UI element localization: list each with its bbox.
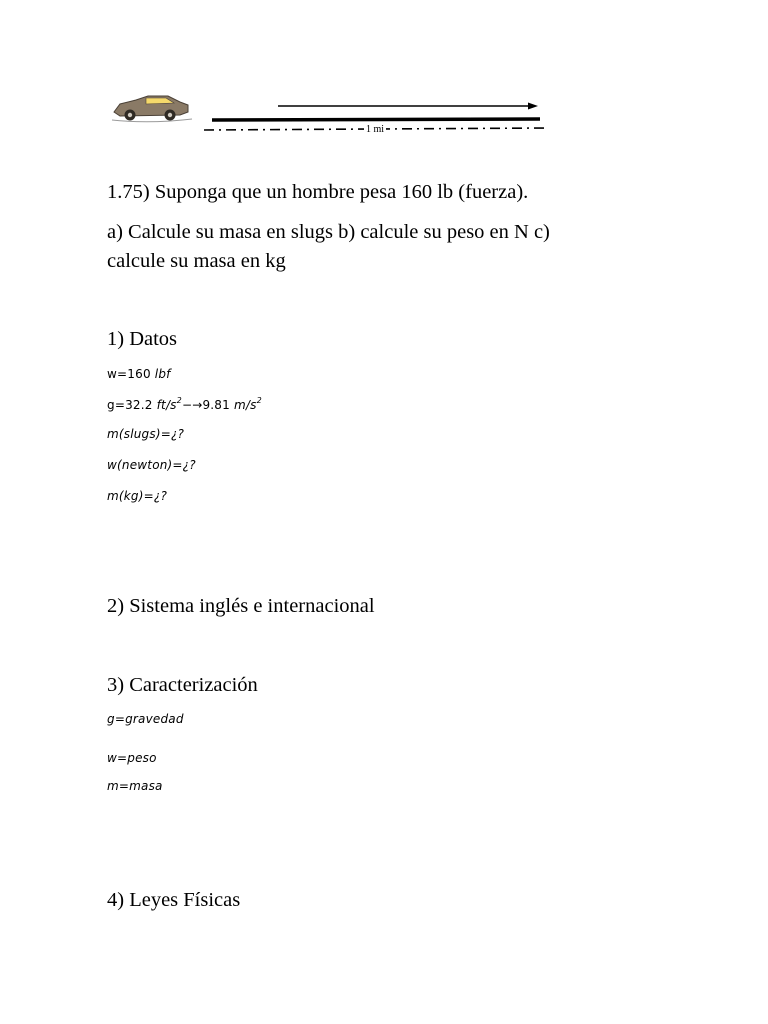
distance-label: 1 mi xyxy=(366,124,385,135)
gravity-arrow: −→9.81 xyxy=(181,398,230,412)
datum-mass-kg: m(kg)=¿? xyxy=(107,489,168,503)
gravity-unit-2: m/s xyxy=(233,398,257,412)
definition-gravity: g=gravedad xyxy=(107,712,184,726)
question-line-1: a) Calcule su masa en slugs b) calcule su peso en N c) xyxy=(107,221,550,243)
car-icon xyxy=(112,96,192,122)
car-diagram xyxy=(110,88,560,140)
definition-mass: m=masa xyxy=(107,779,163,793)
question-line-2: calcule su masa en kg xyxy=(107,250,286,272)
section-2-heading: 2) Sistema inglés e internacional xyxy=(107,595,375,617)
datum-gravity xyxy=(107,397,262,413)
datum-mass-slugs: m(slugs)=¿? xyxy=(107,427,185,441)
section-3-heading: 3) Caracterización xyxy=(107,674,258,696)
car-distance-figure xyxy=(110,88,560,140)
datum-weight-newton: w(newton)=¿? xyxy=(107,458,196,472)
weight-equation: w=160 xyxy=(107,367,151,381)
gravity-exponent-2: 2 xyxy=(256,396,262,405)
gravity-unit-1: ft/s xyxy=(156,398,177,412)
gravity-exponent-1: 2 xyxy=(176,396,182,405)
gravity-equation: g=32.2 xyxy=(107,398,153,412)
datum-weight xyxy=(107,366,171,382)
distance-arrow xyxy=(278,103,538,110)
problem-statement: 1.75) Suponga que un hombre pesa 160 lb (fuerza). xyxy=(107,181,529,203)
weight-unit: lbf xyxy=(154,367,171,381)
section-4-heading: 4) Leyes Físicas xyxy=(107,889,241,911)
road-line xyxy=(212,119,540,120)
definition-weight: w=peso xyxy=(107,751,157,765)
section-1-heading: 1) Datos xyxy=(107,328,178,350)
